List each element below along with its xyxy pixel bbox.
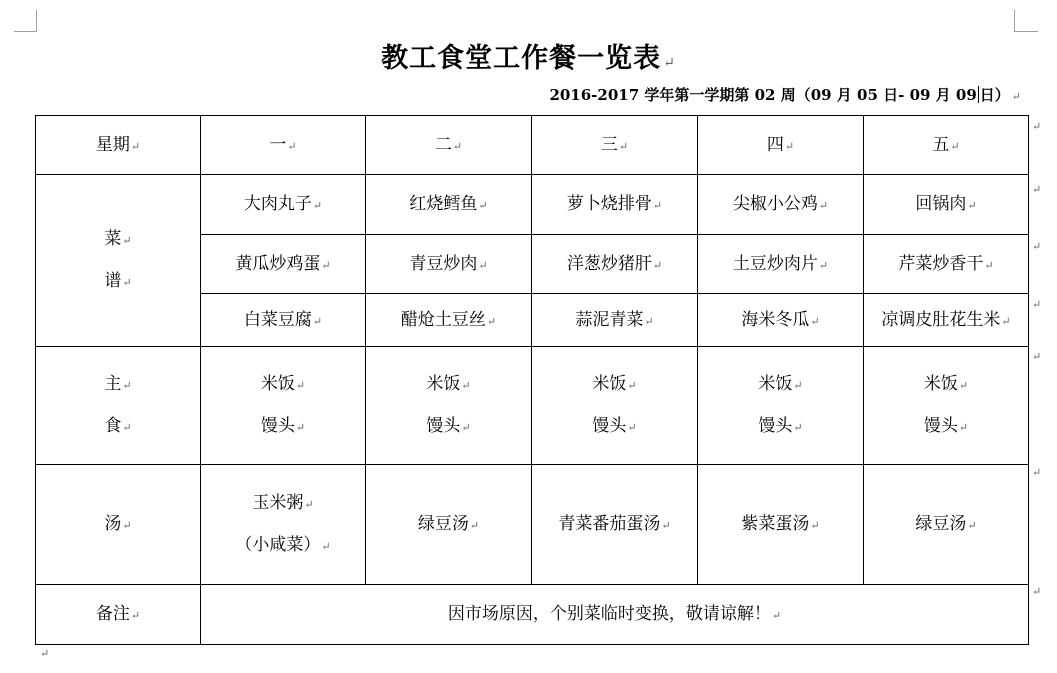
notes-text-text[interactable]: 因市场原因，个别菜临时变换，敬请谅解！: [447, 604, 771, 625]
staple-cell-line: [201, 406, 365, 448]
weekday-header-day[interactable]: [201, 116, 366, 175]
soup-cell-line: [366, 504, 531, 546]
staple-cell-line-text[interactable]: 馒头: [592, 415, 627, 436]
soup-label[interactable]: [36, 465, 201, 585]
paragraph-mark-icon: ↵: [461, 378, 471, 392]
dish-cell-text[interactable]: 醋炝土豆丝: [400, 309, 486, 330]
staple-cell-line: [532, 406, 697, 448]
weekday-header-label-text[interactable]: 星期: [95, 134, 130, 155]
table-row-soup: [36, 465, 1029, 585]
dish-cell-text[interactable]: 凉调皮肚花生米: [881, 309, 1001, 330]
menu-table: [35, 115, 1029, 645]
crop-mark-top-right: [1014, 31, 1038, 32]
staple-cell-lines: [201, 364, 365, 448]
paragraph-mark-icon: ↵: [663, 55, 676, 71]
paragraph-mark-icon: ↵: [40, 647, 50, 660]
paragraph-mark-icon: ↵: [321, 539, 331, 553]
staple-cell-line: [532, 364, 697, 406]
paragraph-mark-icon: ↵: [122, 233, 132, 247]
soup-cell-line: [698, 504, 863, 546]
staple-cell-line-text[interactable]: 馒头: [260, 415, 295, 436]
row-end-mark-icon: ↵: [1032, 350, 1042, 363]
dish-cell[interactable]: [532, 294, 698, 347]
dish-cell-text[interactable]: 尖椒小公鸡: [732, 194, 818, 215]
paragraph-mark-icon: ↵: [793, 420, 803, 434]
paragraph-mark-icon: ↵: [958, 378, 969, 392]
soup-cell-line: [864, 504, 1028, 546]
paragraph-mark-icon: ↵: [627, 420, 637, 434]
paragraph-mark-icon: ↵: [304, 497, 314, 511]
paragraph-mark-icon: ↵: [652, 199, 663, 213]
weekday-header-day[interactable]: [698, 116, 864, 175]
weekday-header-day[interactable]: [532, 116, 698, 175]
weekday-header-day[interactable]: [366, 116, 532, 175]
paragraph-mark-icon: ↵: [122, 275, 132, 289]
staple-cell[interactable]: [532, 347, 698, 465]
staple-cell-line: [864, 364, 1028, 406]
dish-cell[interactable]: [366, 235, 532, 294]
paragraph-mark-icon: ↵: [784, 139, 795, 153]
staple-label[interactable]: [36, 347, 201, 465]
dishes-label-line-text[interactable]: 菜: [104, 228, 122, 249]
staple-cell-line-text[interactable]: 米饭: [923, 373, 958, 394]
week-subtitle[interactable]: [549, 84, 1021, 105]
soup-cell-line-text[interactable]: 绿豆汤: [915, 513, 967, 534]
staple-label-line: [36, 364, 200, 406]
dishes-label[interactable]: [36, 175, 201, 347]
soup-cell-line: [201, 483, 365, 525]
dish-cell-text[interactable]: 大肉丸子: [243, 194, 312, 215]
paragraph-mark-icon: ↵: [122, 519, 132, 533]
paragraph-mark-icon: ↵: [810, 518, 820, 532]
dish-cell[interactable]: [698, 175, 864, 235]
paragraph-mark-icon: ↵: [652, 258, 663, 272]
dish-cell-text[interactable]: 青豆炒肉: [409, 253, 478, 274]
staple-cell-line-text[interactable]: 米饭: [260, 373, 295, 394]
soup-cell-lines: [864, 504, 1028, 546]
dish-cell[interactable]: [864, 294, 1029, 347]
dishes-label-line: [36, 261, 200, 303]
text-cursor: [978, 86, 979, 103]
staple-cell-lines: [366, 364, 531, 448]
paragraph-mark-icon: ↵: [452, 139, 463, 153]
dish-cell-text[interactable]: 土豆炒肉片: [732, 253, 818, 274]
dish-cell[interactable]: [532, 175, 698, 235]
soup-label-text[interactable]: 汤: [104, 514, 122, 535]
paragraph-mark-icon: ↵: [627, 378, 637, 392]
row-end-mark-icon: ↵: [1032, 585, 1042, 598]
paragraph-mark-icon: ↵: [478, 199, 488, 213]
soup-cell[interactable]: [201, 465, 366, 585]
dish-cell[interactable]: [532, 235, 698, 294]
staple-cell-line: [201, 364, 365, 406]
staple-cell-line-text[interactable]: 馒头: [758, 415, 793, 436]
dish-cell-text[interactable]: 回锅肉: [915, 194, 967, 215]
dish-cell[interactable]: [366, 175, 532, 235]
dish-cell-text[interactable]: 萝卜烧排骨: [566, 194, 652, 215]
paragraph-mark-icon: ↵: [1011, 90, 1021, 103]
paragraph-mark-icon: ↵: [661, 518, 671, 532]
staple-cell[interactable]: [864, 347, 1029, 465]
weekday-header-label[interactable]: [36, 116, 201, 175]
paragraph-mark-icon: ↵: [818, 258, 829, 272]
table-row-weekday-header: [36, 116, 1029, 175]
dish-cell[interactable]: [698, 294, 864, 347]
notes-label-text[interactable]: 备注: [95, 604, 130, 625]
dishes-label-lines: [36, 219, 200, 303]
soup-cell-line-text[interactable]: 绿豆汤: [417, 513, 469, 534]
staple-cell-line-text[interactable]: 馒头: [426, 415, 461, 436]
dish-cell[interactable]: [201, 175, 366, 235]
row-end-mark-icon: ↵: [1032, 120, 1042, 133]
dish-cell-text[interactable]: 红烧鳕鱼: [409, 194, 478, 215]
notes-label[interactable]: [36, 585, 201, 645]
soup-cell-line-text[interactable]: 玉米粥: [252, 492, 304, 513]
staple-cell-lines: [698, 364, 863, 448]
dishes-label-line: [36, 219, 200, 261]
paragraph-mark-icon: ↵: [295, 378, 306, 392]
weekday-header-day-text[interactable]: 五: [932, 134, 950, 155]
paragraph-mark-icon: ↵: [287, 139, 297, 153]
dish-cell[interactable]: [201, 235, 366, 294]
paragraph-mark-icon: ↵: [312, 314, 323, 328]
staple-cell-line: [864, 406, 1028, 448]
paragraph-mark-icon: ↵: [967, 199, 977, 213]
paragraph-mark-icon: ↵: [950, 139, 960, 153]
staple-cell[interactable]: [201, 347, 366, 465]
weekday-header-day-text[interactable]: 二: [434, 134, 452, 155]
paragraph-mark-icon: ↵: [818, 199, 829, 213]
document-title-text[interactable]: 教工食堂工作餐一览表: [381, 43, 662, 74]
paragraph-mark-icon: ↵: [130, 139, 141, 153]
document-title[interactable]: [0, 36, 1057, 75]
dish-cell-text[interactable]: 洋葱炒猪肝: [566, 253, 652, 274]
paragraph-mark-icon: ↵: [122, 378, 132, 392]
soup-cell[interactable]: [698, 465, 864, 585]
dish-cell-text[interactable]: 芹菜炒香干: [898, 253, 984, 274]
soup-cell-line-text[interactable]: 青菜番茄蛋汤: [558, 513, 661, 534]
paragraph-mark-icon: ↵: [810, 314, 820, 328]
paragraph-mark-icon: ↵: [967, 518, 977, 532]
table-row-dishes: [36, 175, 1029, 235]
paragraph-mark-icon: ↵: [461, 420, 471, 434]
paragraph-mark-icon: ↵: [122, 420, 132, 434]
paragraph-mark-icon: ↵: [321, 258, 331, 272]
dishes-label-line-text[interactable]: 谱: [104, 270, 122, 291]
paragraph-mark-icon: ↵: [312, 199, 323, 213]
soup-cell-lines: [698, 504, 863, 546]
dish-cell[interactable]: [201, 294, 366, 347]
notes-text[interactable]: [201, 585, 1029, 645]
staple-label-lines: [36, 364, 200, 448]
paragraph-mark-icon: ↵: [486, 314, 497, 328]
weekday-header-day[interactable]: [864, 116, 1029, 175]
staple-cell[interactable]: [698, 347, 864, 465]
crop-mark-top-left: [36, 10, 37, 32]
soup-cell[interactable]: [532, 465, 698, 585]
dish-cell[interactable]: [864, 235, 1029, 294]
dish-cell[interactable]: [698, 235, 864, 294]
staple-cell-line-text[interactable]: 馒头: [923, 415, 958, 436]
row-end-mark-icon: ↵: [1032, 466, 1042, 479]
staple-cell-line-text[interactable]: 米饭: [592, 373, 627, 394]
weekday-header-day-text[interactable]: 四: [766, 134, 784, 155]
dish-cell-text[interactable]: 白菜豆腐: [243, 309, 312, 330]
soup-cell-line: [532, 504, 697, 546]
dish-cell-text[interactable]: 海米冬瓜: [741, 309, 810, 330]
soup-cell-line-text[interactable]: 紫菜蛋汤: [741, 513, 810, 534]
paragraph-mark-icon: ↵: [469, 518, 480, 532]
staple-cell-lines: [532, 364, 697, 448]
paragraph-mark-icon: ↵: [478, 258, 488, 272]
staple-cell-lines: [864, 364, 1028, 448]
table-row-notes: [36, 585, 1029, 645]
paragraph-mark-icon: ↵: [295, 420, 306, 434]
staple-cell-line: [366, 364, 531, 406]
staple-cell-line: [698, 406, 863, 448]
staple-cell-line: [366, 406, 531, 448]
row-end-mark-icon: ↵: [1032, 240, 1042, 253]
row-end-mark-icon: ↵: [1032, 298, 1042, 311]
soup-cell-lines: [532, 504, 697, 546]
paragraph-mark-icon: ↵: [130, 609, 141, 623]
staple-label-line-text[interactable]: 食: [104, 415, 122, 436]
soup-cell-lines: [201, 483, 365, 567]
paragraph-mark-icon: ↵: [984, 258, 994, 272]
staple-cell-line: [698, 364, 863, 406]
week-subtitle-text-start[interactable]: 2016-2017 学年第一学期第 02 周（09 月 05 日- 09 月 09: [549, 86, 977, 104]
paragraph-mark-icon: ↵: [644, 314, 654, 328]
paragraph-mark-icon: ↵: [1001, 314, 1011, 328]
staple-label-line: [36, 406, 200, 448]
staple-cell-line-text[interactable]: 米饭: [426, 373, 461, 394]
soup-cell-line: [201, 525, 365, 567]
staple-label-line-text[interactable]: 主: [104, 373, 122, 394]
dish-cell-text[interactable]: 蒜泥青菜: [575, 309, 644, 330]
paragraph-mark-icon: ↵: [771, 609, 782, 623]
soup-cell[interactable]: [366, 465, 532, 585]
soup-cell-line-text[interactable]: （小咸菜）: [235, 534, 321, 555]
weekday-header-day-text[interactable]: 一: [269, 134, 287, 155]
crop-mark-top-left: [14, 31, 37, 32]
staple-cell-line-text[interactable]: 米饭: [758, 373, 793, 394]
dish-cell[interactable]: [366, 294, 532, 347]
soup-cell[interactable]: [864, 465, 1029, 585]
paragraph-mark-icon: ↵: [793, 378, 803, 392]
table-row-staple: [36, 347, 1029, 465]
crop-mark-top-right: [1014, 10, 1015, 32]
paragraph-mark-icon: ↵: [958, 420, 969, 434]
week-subtitle-text-end[interactable]: 日）: [979, 86, 1010, 104]
dish-cell-text[interactable]: 黄瓜炒鸡蛋: [235, 253, 321, 274]
paragraph-mark-icon: ↵: [618, 139, 629, 153]
soup-cell-lines: [366, 504, 531, 546]
dish-cell[interactable]: [864, 175, 1029, 235]
weekday-header-day-text[interactable]: 三: [600, 134, 618, 155]
row-end-mark-icon: ↵: [1032, 183, 1042, 196]
staple-cell[interactable]: [366, 347, 532, 465]
